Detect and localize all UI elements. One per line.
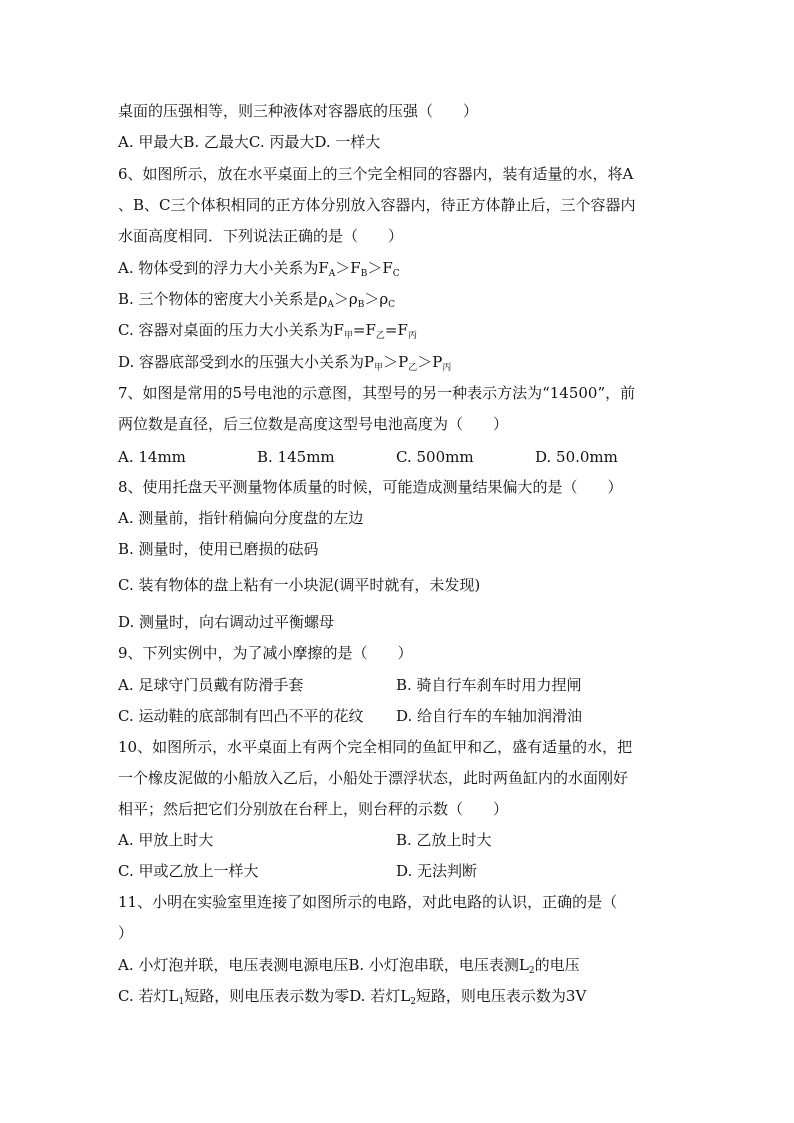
q10-stem-line2: 一个橡皮泥做的小船放入乙后，小船处于漂浮状态，此时两鱼缸内的水面刚好 [118, 769, 629, 787]
q8-option-c: C. 装有物体的盘上粘有一小块泥(调平时就有，未发现) [118, 576, 481, 594]
q6-stem-line1: 6、如图所示，放在水平桌面上的三个完全相同的容器内，装有适量的水，将A [118, 165, 634, 183]
q6-option-d [118, 352, 451, 372]
subscript: 乙 [408, 363, 418, 373]
subscript: 甲 [343, 331, 353, 341]
q11-options-ab [118, 955, 580, 975]
q11-options-ab-text: A. 小灯泡并联，电压表测电源电压B. 小灯泡串联，电压表测L [118, 956, 529, 974]
subscript: 丙 [407, 331, 417, 341]
q10-option-b: B. 乙放上时大 [396, 831, 492, 849]
q10-option-d: D. 无法判断 [396, 862, 478, 880]
q6-option-c-text: =F [384, 321, 408, 339]
q5-stem-continued: 桌面的压强相等，则三种液体对容器底的压强（ ） [118, 102, 479, 120]
q9-option-b: B. 骑自行车刹车时用力捏闸 [396, 676, 582, 694]
q7-option-b: B. 145mm [257, 448, 335, 466]
subscript: C [392, 269, 400, 279]
subscript: 甲 [374, 363, 384, 373]
q6-option-a-text: A. 物体受到的浮力大小关系为F [118, 259, 329, 277]
subscript: 丙 [442, 363, 452, 373]
q6-option-c-text: =F [352, 321, 376, 339]
q11-options-ab-text: 的电压 [534, 956, 580, 974]
q10-stem-line1: 10、如图所示，水平桌面上有两个完全相同的鱼缸甲和乙，盛有适量的水，把 [118, 738, 633, 756]
q6-option-a [118, 258, 400, 278]
subscript: A [328, 269, 336, 279]
q6-option-a-text: ＞F [367, 259, 393, 277]
q7-stem-line1: 7、如图是常用的5号电池的示意图，其型号的另一种表示方法为“14500”，前 [118, 384, 636, 402]
q8-stem: 8、使用托盘天平测量物体质量的时候，可能造成测量结果偏大的是（ ） [118, 478, 623, 496]
q6-option-d-text: D. 容器底部受到水的压强大小关系为P [118, 353, 375, 371]
q11-options-cd [118, 986, 586, 1006]
q7-option-d: D. 50.0mm [535, 448, 618, 466]
q6-option-d-text: ＞P [383, 353, 409, 371]
q7-option-a: A. 14mm [118, 448, 186, 466]
q9-option-c: C. 运动鞋的底部制有凹凸不平的花纹 [118, 707, 364, 725]
subscript: 1 [178, 997, 185, 1007]
subscript: B [357, 300, 365, 310]
q11-options-cd-text: 短路，则电压表示数为零D. 若灯L [184, 987, 411, 1005]
q6-stem-line2: 、B、C三个体积相同的正方体分别放入容器内，待正方体静止后，三个容器内 [118, 196, 636, 214]
q11-stem-line1: 11、小明在实验室里连接了如图所示的电路，对此电路的认识，正确的是（ [118, 893, 618, 911]
q6-option-a-text: ＞F [335, 259, 361, 277]
q9-option-d: D. 给自行车的车轴加润滑油 [396, 707, 583, 725]
q6-option-b-text: ＞ρ [333, 290, 358, 308]
subscript: 2 [410, 997, 416, 1007]
q9-option-a: A. 足球守门员戴有防滑手套 [118, 676, 304, 694]
subscript: 2 [528, 966, 535, 976]
q8-option-d: D. 测量时，向右调动过平衡螺母 [118, 613, 335, 631]
q7-option-c: C. 500mm [396, 448, 474, 466]
q9-stem: 9、下列实例中，为了减小摩擦的是（ ） [118, 644, 413, 662]
q6-option-b [118, 289, 395, 309]
subscript: A [327, 300, 334, 310]
q6-option-b-text: ＞ρ [364, 290, 389, 308]
q6-option-c-text: C. 容器对桌面的压力大小关系为F [118, 321, 344, 339]
q6-option-d-text: ＞P [417, 353, 443, 371]
q6-option-c [118, 320, 417, 340]
q10-stem-line3: 相平；然后把它们分别放在台秤上，则台秤的示数（ ） [118, 800, 509, 818]
q8-option-b: B. 测量时，使用已磨损的砝码 [118, 540, 319, 558]
q11-stem-line2: ） [118, 924, 134, 942]
q11-options-cd-text: C. 若灯L [118, 987, 179, 1005]
q7-stem-line2: 两位数是直径，后三位数是高度这型号电池高度为（ ） [118, 415, 509, 433]
q5-options: A. 甲最大B. 乙最大C. 丙最大D. 一样大 [118, 133, 381, 151]
q6-stem-line3: 水面高度相同．下列说法正确的是（ ） [118, 227, 404, 245]
q8-option-a: A. 测量前，指针稍偏向分度盘的左边 [118, 509, 364, 527]
q6-option-b-text: B. 三个物体的密度大小关系是ρ [118, 290, 328, 308]
subscript: B [360, 269, 368, 279]
subscript: 乙 [375, 331, 385, 341]
subscript: C [388, 300, 396, 310]
q11-options-cd-text: 短路，则电压表示数为3V [415, 987, 587, 1005]
q10-option-c: C. 甲或乙放上一样大 [118, 862, 259, 880]
q10-option-a: A. 甲放上时大 [118, 831, 214, 849]
